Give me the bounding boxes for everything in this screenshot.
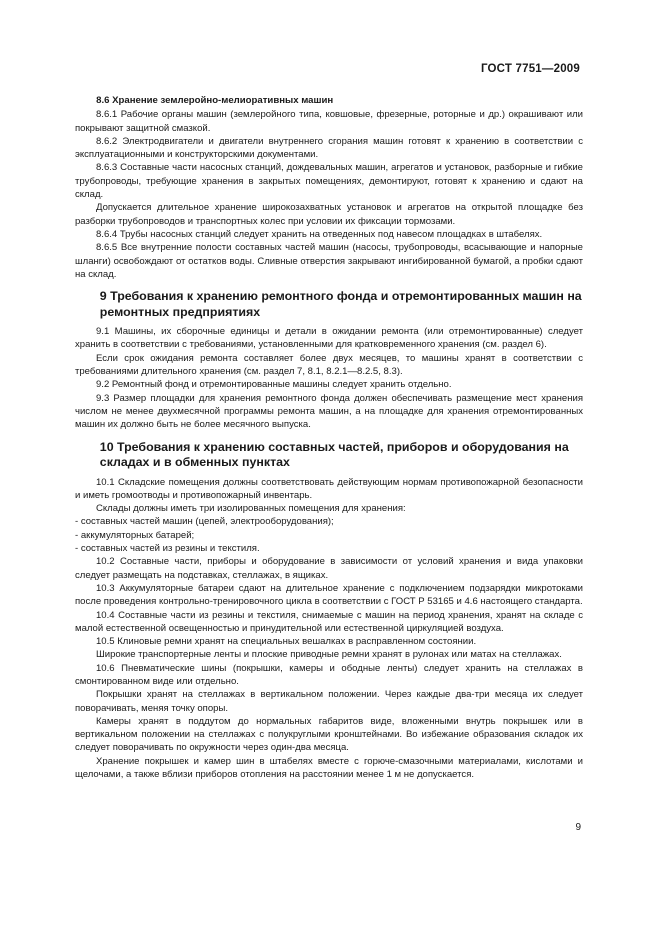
paragraph-9-1: 9.1 Машины, их сборочные единицы и детали в ожидании ремонта (или отремонтированные) следует хранить в соответствии с требованиями, установленными для кратковременного хранения (см. раздел 6). bbox=[75, 326, 583, 351]
paragraph-10-6-prohibition: Хранение покрышек и камер шин в штабелях вместе с горюче-смазочными материалами, кислотами и щелочами, а также вблизи приборов отопления на расстоянии менее 1 м не допускается. bbox=[75, 755, 583, 781]
paragraph-9-3: 9.3 Размер площадки для хранения ремонтного фонда должен обеспечивать размещение мест хранения числом не менее двухмесячной программы ремонта машин, а на площадке для хранения отремонтированных машин их должно быть не более месячного выпуска. bbox=[75, 392, 583, 431]
section-10-heading: 10 Требования к хранению составных частей, приборов и оборудования на складах и в обменных пунктах bbox=[99, 439, 569, 470]
list-item: - аккумуляторных батарей; bbox=[75, 529, 195, 541]
paragraph-8-6-3: 8.6.3 Составные части насосных станций, дождевальных машин, агрегатов и установок, разборные и гибкие трубопроводы, требующие хранения в закрытых помещениях, демонтируют, готовят к хранению и сдают на склад. bbox=[75, 162, 583, 201]
paragraph-10-5: 10.5 Клиновые ремни хранят на специальных вешалках в расправленном состоянии. bbox=[96, 636, 477, 648]
paragraph-10-5-cont: Широкие транспортерные ленты и плоские приводные ремни хранят в рулонах или матах на стеллажах. bbox=[96, 649, 562, 661]
section-9-heading: 9 Требования к хранению ремонтного фонда и отремонтированных машин на ремонтных предприятиях bbox=[99, 289, 582, 319]
paragraph-9-2: 9.2 Ремонтный фонд и отремонтированные машины следует хранить отдельно. bbox=[96, 379, 452, 391]
paragraph-10-4: 10.4 Составные части из резины и текстиля, снимаемые с машин на период хранения, хранят на складе с малой естественной освещенностью и принудительной или естественной циркуляцией воздуха. bbox=[75, 609, 583, 634]
paragraph-10-2: 10.2 Составные части, приборы и оборудование в зависимости от условий хранения и вида упаковки следует размещать на подставках, стеллажах, в ящиках. bbox=[75, 556, 583, 581]
section-8-6-heading: 8.6 Хранение землеройно-мелиоративных машин bbox=[96, 95, 334, 106]
paragraph-10-3: 10.3 Аккумуляторные батареи сдают на длительное хранение с подключением подзарядки микротоками после проведения контрольно-тренировочного цикла в соответствии с ГОСТ Р 53165 и 4.6 настоящего стандарта. bbox=[75, 582, 583, 608]
paragraph-8-6-3-note: Допускается длительное хранение широкозахватных установок и агрегатов на открытой площадке без разборки трубопроводов и транспортных колес при условии их фиксации тормозами. bbox=[75, 202, 583, 227]
paragraph-10-1: 10.1 Складские помещения должны соответствовать действующим нормам противопожарной безопасности и иметь громоотводы и противопожарный инвентарь. bbox=[75, 476, 583, 501]
paragraph-8-6-5: 8.6.5 Все внутренние полости составных частей машин (насосы, трубопроводы, всасывающие и напорные шланги) освобождают от остатков воды. Сливные отверстия закрывают ингибированной бумагой, а пробки сдают на склад. bbox=[75, 242, 583, 280]
page-number: 9 bbox=[575, 822, 581, 833]
paragraph-9-1-cont: Если срок ожидания ремонта составляет более двух месяцев, то машины хранят в соответствии с требованиями длительного хранения (см. раздел 7, 8.1, 8.2.1—8.2.5, 8.3). bbox=[75, 352, 583, 378]
document-code: ГОСТ 7751—2009 bbox=[480, 63, 580, 75]
list-item: - составных частей машин (цепей, электрооборудования); bbox=[75, 516, 334, 528]
paragraph-8-6-1: 8.6.1 Рабочие органы машин (землеройного типа, ковшовые, фрезерные, роторные и др.) окрашивают или покрывают защитной смазкой. bbox=[75, 109, 583, 134]
paragraph-10-6-tubes: Камеры хранят в поддутом до нормальных габаритов виде, вложенными внутрь покрышек или в вертикальном положении на стеллажах с полукруглыми кронштейнами. Во избежание образования складок их следует поворачивать по окружности через один-два месяца. bbox=[75, 715, 583, 754]
page-content bbox=[75, 94, 583, 781]
paragraph-10-6-tires: Покрышки хранят на стеллажах в вертикальном положении. Через каждые два-три месяца их следует поворачивать, меняя точку опоры. bbox=[75, 689, 583, 714]
list-item: - составных частей из резины и текстиля. bbox=[75, 543, 260, 555]
paragraph-8-6-2: 8.6.2 Электродвигатели и двигатели внутреннего сгорания машин готовят к хранению в соответствии с эксплуатационными и конструкторскими документами. bbox=[75, 135, 583, 161]
paragraph-8-6-4: 8.6.4 Трубы насосных станций следует хранить на отведенных под навесом площадках в штабелях. bbox=[96, 228, 543, 240]
paragraph-10-6: 10.6 Пневматические шины (покрышки, камеры и ободные ленты) следует хранить на стеллажах в смонтированном виде или отдельно. bbox=[75, 662, 583, 687]
paragraph-10-1-list-intro: Склады должны иметь три изолированных помещения для хранения: bbox=[96, 503, 406, 515]
